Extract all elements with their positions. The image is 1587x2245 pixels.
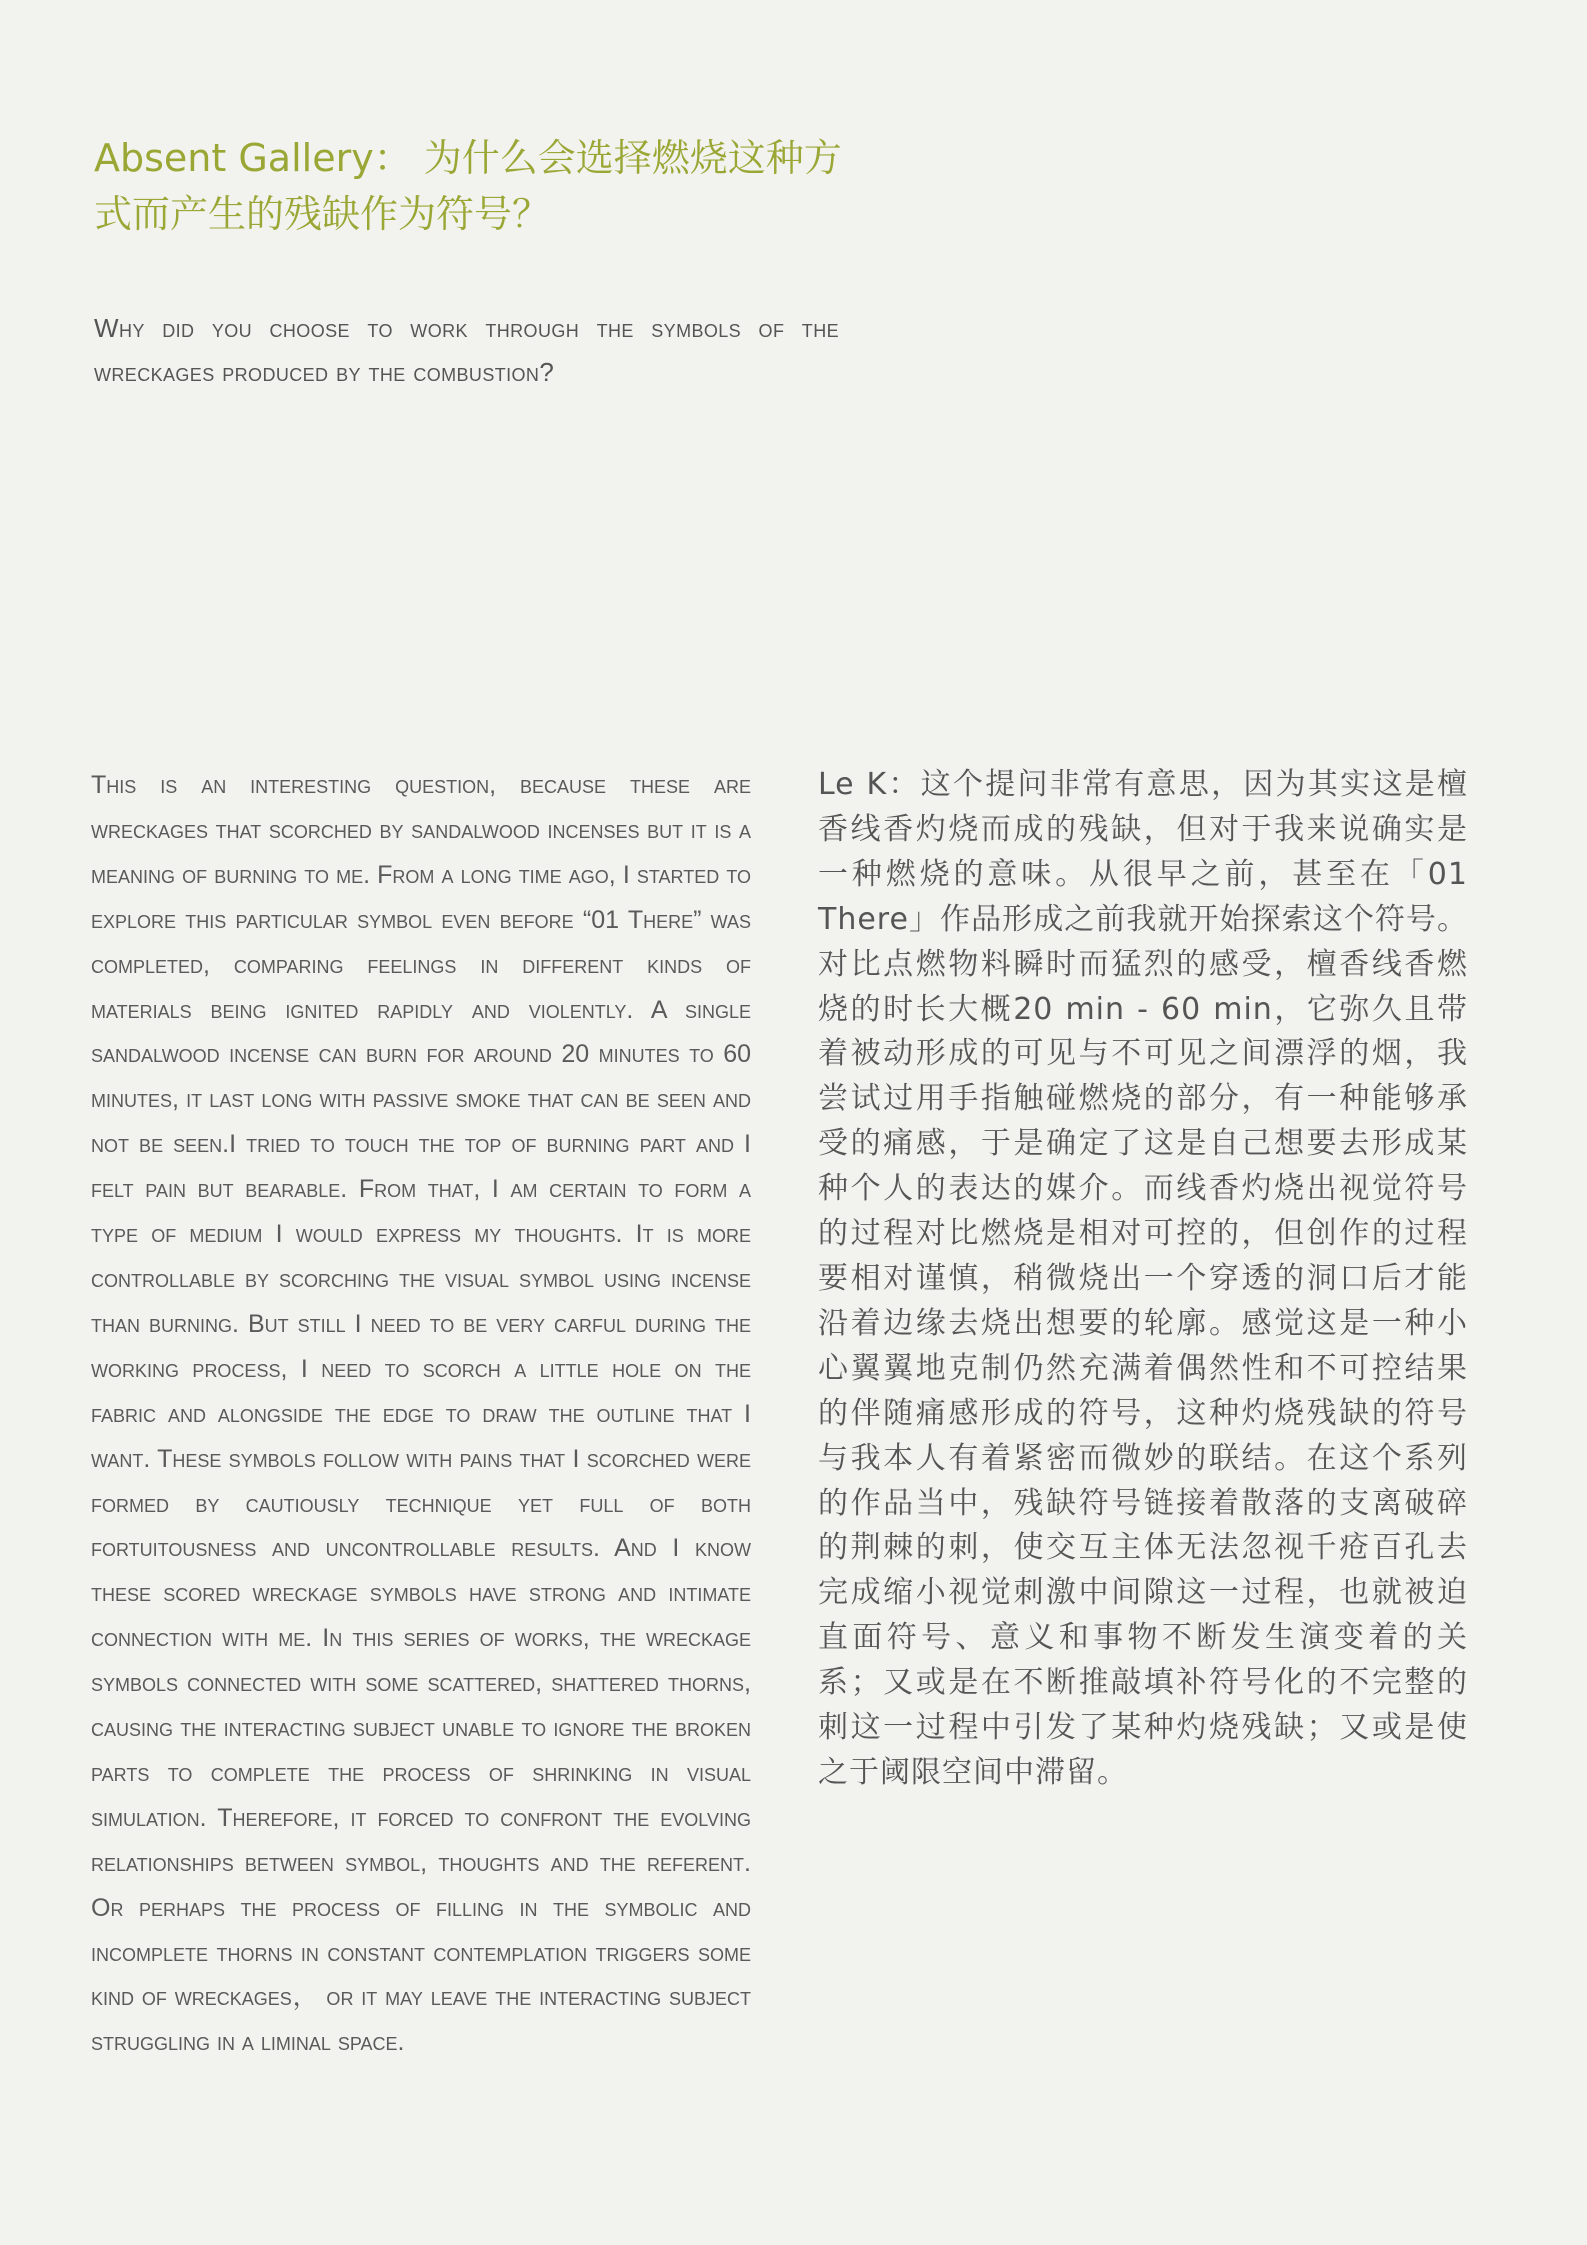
answer-english-paragraph: This is an interesting question, because these are wreckages that scorched by sandalwood incenses but it is a meaning of burning to me. From a long time ago, I started to explore this particular symbol even before “01 There” was completed, comparing feelings in different kinds of materials being ignited rapidly and violently. A single sandalwood incense can burn for around 20 minutes to 60 minutes, it last long with passive smoke that can be seen and not be seen.I tried to touch the top of burning part and I felt pain but bearable. From that, I am certain to form a type of medium I would express my thoughts. It is more controllable by scorching the visual symbol using incense than burning. But still I need to be very carful during the working process, I need to scorch a little hole on the fabric and alongside the edge to draw the outline that I want. These symbols follow with pains that I scorched were formed by cautiously technique yet full of both fortuitousness and uncontrollable results. And I know these scored wreckage symbols have strong and intimate connection with me. In this series of works, the wreckage symbols connected with some scattered, shattered thorns, causing the interacting subject unable to ignore the broken parts to complete the process of shrinking in visual simulation. Therefore, it forced to confront the evolving relationships between symbol, thoughts and the referent. Or perhaps the process of filling in the symbolic and incomplete thorns in constant contemplation triggers some kind of wreckages， or it may leave the interacting subject struggling in a liminal space. (91, 771, 751, 2057)
question-english-subheading: Why did you choose to work through the symbols of the wreckages produced by the combustion? (94, 313, 839, 387)
question-chinese-heading: Absent Gallery： 为什么会选择燃烧这种方式而产生的残缺作为符号？ (94, 136, 842, 236)
answer-chinese-paragraph: Le K：这个提问非常有意思，因为其实这是檀香线香灼烧而成的残缺，但对于我来说确实是一种燃烧的意味。从很早之前，甚至在「01 There」作品形成之前我就开始探索这个符号。对比点燃物料瞬时而猛烈的感受，檀香线香燃烧的时长大概20 min - 60 min，它弥久且带着被动形成的可见与不可见之间漂浮的烟，我尝试过用手指触碰燃烧的部分，有一种能够承受的痛感，于是确定了这是自己想要去形成某种个人的表达的媒介。而线香灼烧出视觉符号的过程对比燃烧是相对可控的，但创作的过程要相对谨慎，稍微烧出一个穿透的洞口后才能沿着边缘去烧出想要的轮廓。感觉这是一种小心翼翼地克制仍然充满着偶然性和不可控结果的伴随痛感形成的符号，这种灼烧残缺的符号与我本人有着紧密而微妙的联结。在这个系列的作品当中，残缺符号链接着散落的支离破碎的荆棘的刺，使交互主体无法忽视千疮百孔去完成缩小视觉刺激中间隙这一过程，也就被迫直面符号、意义和事物不断发生演变着的关系；又或是在不断推敲填补符号化的不完整的刺这一过程中引发了某种灼烧残缺；又或是使之于阈限空间中滞留。 (818, 767, 1468, 1790)
